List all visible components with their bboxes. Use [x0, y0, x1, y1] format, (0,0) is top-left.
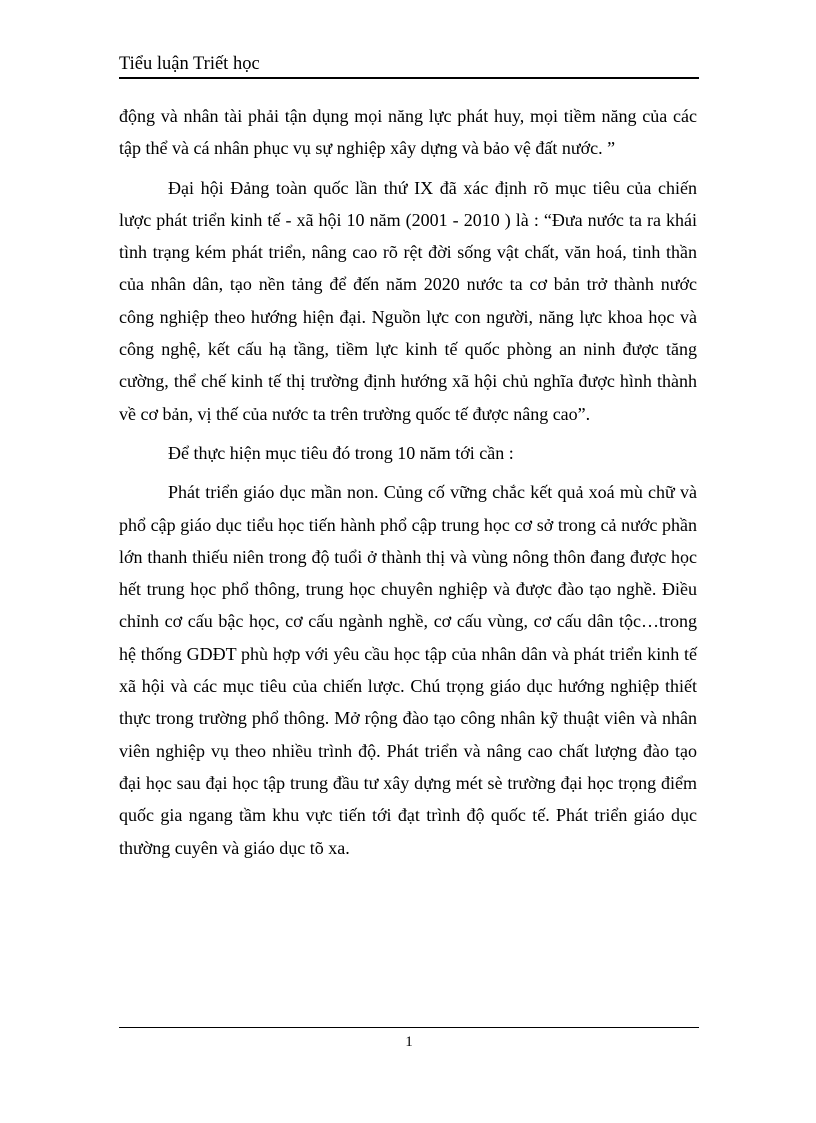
paragraph-implementation-intro: Để thực hiện mục tiêu đó trong 10 năm tới cần :: [168, 442, 514, 463]
paragraph-party-congress: Đại hội Đảng toàn quốc lần thứ IX đã xác định rõ mục tiêu của chiến lược phát triển kinh tế - xã hội 10 năm (2001 - 2010 ) là : “Đưa nước ta ra khái tình trạng kém phát triển, nâng cao rõ rệt đời sống vật chất, văn hoá, tinh thần của nhân dân, tạo nền tảng để đến năm 2020 nước ta cơ bản trở thành nước công nghiệp theo hướng hiện đại. Nguồn lực con người, năng lực khoa học và công nghệ, kết cấu hạ tầng, tiềm lực kinh tế quốc phòng an ninh được tăng cường, thể chế kinh tế thị trường định hướng xã hội chủ nghĩa được hình thành về cơ bản, vị thế của nước ta trên trường quốc tế được nâng cao”.: [119, 177, 697, 424]
page-number: 1: [405, 1034, 413, 1050]
document-body: [119, 100, 697, 864]
footer-divider: [119, 1027, 699, 1028]
paragraph-continuation: động và nhân tài phải tận dụng mọi năng lực phát huy, mọi tiềm năng của các tập thể và cá nhân phục vụ sự nghiệp xây dựng và bảo vệ đất nước. ”: [119, 106, 697, 159]
header-title: Tiểu luận Triết học: [119, 54, 260, 74]
paragraph-education-development: Phát triển giáo dục mần non. Củng cố vững chắc kết quả xoá mù chữ và phổ cập giáo dục tiểu học tiến hành phổ cập trung học cơ sở trong cả nước phần lớn thanh thiếu niên trong độ tuổi ở thành thị và vùng nông thôn đang được học hết trung học phổ thông, trung học chuyên nghiệp và được đào tạo nghề. Điều chỉnh cơ cấu bậc học, cơ cấu ngành nghề, cơ cấu vùng, cơ cấu dân tộc…trong hệ thống GDĐT phù hợp với yêu cầu học tập của nhân dân và phát triển kinh tế xã hội và các mục tiêu của chiến lược. Chú trọng giáo dục hướng nghiệp thiết thực trong trường phổ thông. Mở rộng đào tạo công nhân kỹ thuật viên và nhân viên nghiệp vụ theo nhiều trình độ. Phát triển và nâng cao chất lượng đào tạo đại học sau đại học tập trung đầu tư xây dựng mét sè trường đại học trọng điểm quốc gia ngang tầm khu vực tiến tới đạt trình độ quốc tế. Phát triển giáo dục thường cuyên và giáo dục tõ xa.: [119, 482, 697, 858]
page-header: [119, 50, 699, 79]
